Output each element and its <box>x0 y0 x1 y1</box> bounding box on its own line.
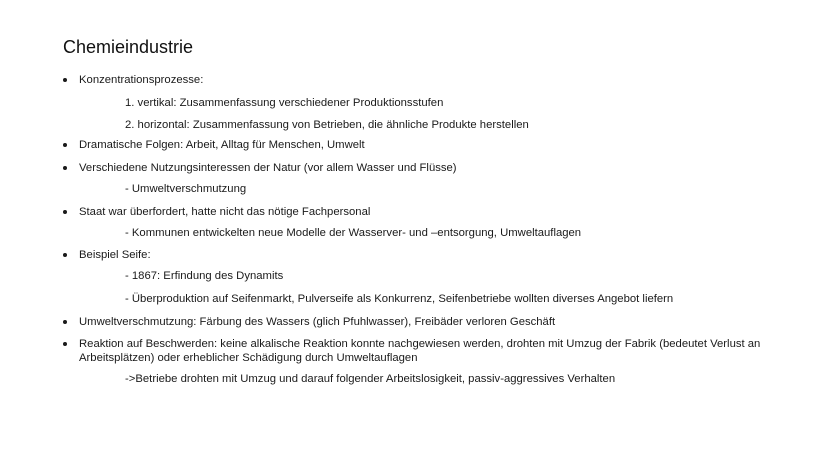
slide-title: Chemieindustrie <box>63 37 194 57</box>
bullet-dot <box>63 320 67 324</box>
bullet-dot <box>63 166 67 170</box>
sub-item: - Kommunen entwickelten neue Modelle der Wasserver- und –entsorgung, Umweltauflagen <box>125 227 582 239</box>
bullet-dot <box>63 78 67 82</box>
bullet-item: Staat war überfordert, hatte nicht das nötige Fachpersonal <box>79 206 371 218</box>
bullet-item: Reaktion auf Beschwerden: keine alkalische Reaktion konnte nachgewiesen werden, drohten mit Umzug der Fabrik (bedeutet Verlust an Arbeitsplätzen) oder erheblicher Schädigung durch Umweltauflagen <box>79 338 761 364</box>
bullet-item: Dramatische Folgen: Arbeit, Alltag für Menschen, Umwelt <box>79 139 365 151</box>
bullet-item: Konzentrationsprozesse: <box>79 74 204 86</box>
sub-item: 2. horizontal: Zusammenfassung von Betrieben, die ähnliche Produkte herstellen <box>125 119 529 131</box>
sub-item: - 1867: Erfindung des Dynamits <box>125 270 284 282</box>
sub-item: - Umweltverschmutzung <box>125 183 247 195</box>
sub-item: ->Betriebe drohten mit Umzug und darauf folgender Arbeitslosigkeit, passiv-aggressives Verhalten <box>125 373 616 385</box>
bullet-item: Beispiel Seife: <box>79 249 151 261</box>
bullet-dot <box>63 143 67 147</box>
bullet-dot <box>63 253 67 257</box>
bullet-item: Verschiedene Nutzungsinteressen der Natur (vor allem Wasser und Flüsse) <box>79 162 457 174</box>
sub-item: - Überproduktion auf Seifenmarkt, Pulverseife als Konkurrenz, Seifenbetriebe wollten diverses Angebot liefern <box>125 293 674 305</box>
bullet-dot <box>63 210 67 214</box>
sub-item: 1. vertikal: Zusammenfassung verschiedener Produktionsstufen <box>125 97 444 109</box>
bullet-dot <box>63 342 67 346</box>
bullet-item: Umweltverschmutzung: Färbung des Wassers (glich Pfuhlwasser), Freibäder verloren Geschäft <box>79 316 556 328</box>
